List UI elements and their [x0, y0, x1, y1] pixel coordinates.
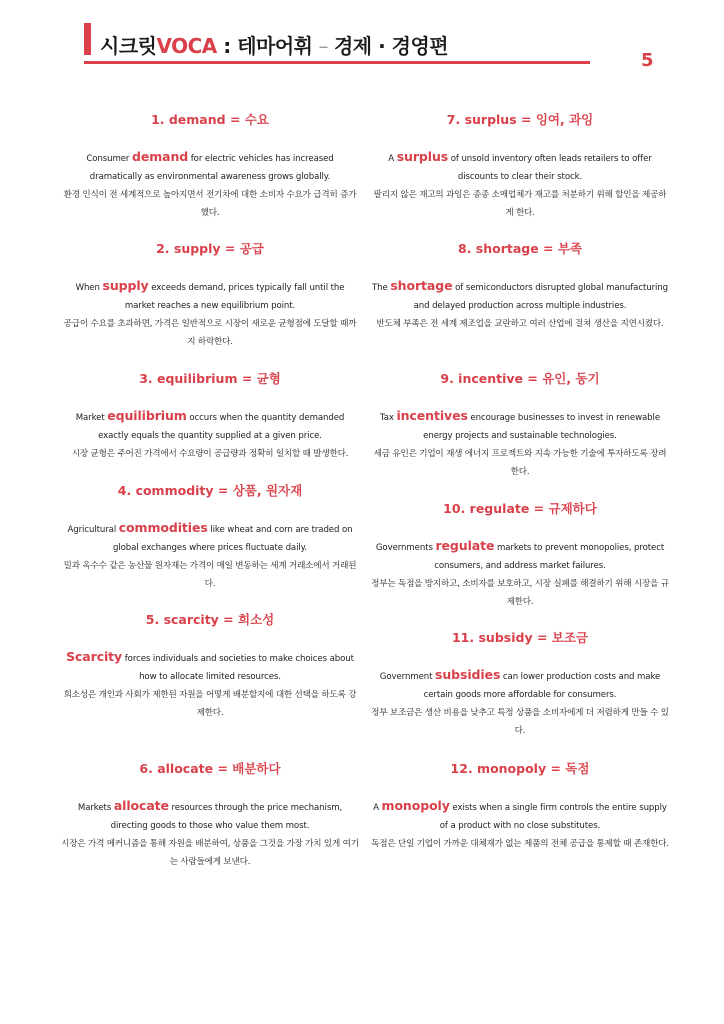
- en-after: exists when a single firm controls the entire supply of a product with no close substitutes.: [439, 803, 667, 831]
- entry-title: 3. equilibrium = 균형: [139, 371, 281, 386]
- entry-english: [60, 148, 360, 186]
- en-before: Markets: [77, 803, 114, 813]
- en-after: exceeds demand, prices typically fall until the market reaches a new equilibrium point.: [124, 283, 345, 311]
- entry-korean: 공급이 수요를 초과하면, 가격은 일반적으로 시장이 새로운 균형점에 도달할 때까지 하락한다.: [63, 319, 357, 347]
- entry-korean: 독점은 단일 기업이 가까운 대체재가 없는 제품의 전체 공급을 통제할 때 존재한다.: [371, 839, 669, 849]
- vocab-entry-1: [60, 110, 360, 222]
- en-before: Agricultural: [67, 525, 119, 535]
- entry-english: [60, 519, 360, 557]
- entry-keyword: Scarcity: [66, 649, 123, 664]
- vocab-entry-6: [60, 759, 360, 871]
- entry-title: 7. surplus = 잉여, 과잉: [446, 112, 594, 127]
- entry-keyword: surplus: [396, 149, 449, 164]
- en-after: markets to prevent monopolies, protect consumers, and address market failures.: [434, 543, 665, 571]
- en-before: Market: [75, 413, 108, 423]
- en-before: Government: [379, 672, 436, 682]
- entry-korean: 밀과 옥수수 같은 농산물 원자재는 가격이 매일 변동하는 세계 거래소에서 거래된다.: [63, 561, 357, 589]
- entry-english: [60, 797, 360, 835]
- entry-title: 11. subsidy = 보조금: [451, 630, 588, 645]
- entry-english: [370, 797, 670, 835]
- en-after: encourage businesses to invest in renewable energy projects and sustainable technologies.: [423, 413, 661, 441]
- en-after: forces individuals and societies to make choices about how to allocate limited resources.: [122, 654, 354, 682]
- vocab-entry-11: [370, 628, 670, 740]
- entry-keyword: regulate: [435, 538, 495, 553]
- entry-keyword: commodities: [118, 520, 208, 535]
- entry-korean: 시장 균형은 주어진 가격에서 수요량이 공급량과 정확히 일치할 때 발생한다.: [71, 449, 349, 459]
- en-before: The: [372, 283, 391, 293]
- entry-title: 2. supply = 공급: [156, 241, 264, 256]
- title-theme: 테마어휘: [237, 34, 313, 58]
- entry-english: [370, 407, 670, 445]
- entry-title: 6. allocate = 배분하다: [139, 761, 281, 776]
- en-after: of unsold inventory often leads retailers to offer discounts to clear their stock.: [448, 154, 652, 182]
- entry-english: [370, 537, 670, 575]
- en-after: like wheat and corn are traded on global exchanges where prices fluctuate daily.: [112, 525, 353, 553]
- entry-korean: 정부 보조금은 생산 비용을 낮추고 특정 상품을 소비자에게 더 저렴하게 만들 수 있다.: [371, 708, 669, 736]
- page-title: [100, 30, 448, 59]
- header-underline: [84, 61, 590, 64]
- entry-title: 9. incentive = 유인, 동기: [440, 371, 600, 386]
- entry-korean: 팔리지 않은 재고의 과잉은 종종 소매업체가 재고를 처분하기 위해 할인을 제공하게 한다.: [373, 190, 667, 218]
- title-dash: –: [318, 34, 328, 58]
- entry-english: [370, 666, 670, 704]
- page-number: 5: [641, 50, 654, 71]
- entry-korean: 세금 유인은 기업이 재생 에너지 프로젝트와 지속 가능한 기술에 투자하도록 장려한다.: [373, 449, 667, 477]
- entry-english: [60, 648, 360, 686]
- entry-title: 10. regulate = 규제하다: [443, 501, 597, 516]
- entry-korean: 시장은 가격 메커니즘을 통해 자원을 배분하여, 상품을 그것을 가장 가치 있게 여기는 사람들에게 보낸다.: [61, 839, 359, 867]
- vocab-entry-8: [370, 239, 670, 333]
- vocab-entry-4: [60, 481, 360, 593]
- header-accent-bar: [84, 23, 91, 55]
- entry-english: [60, 277, 360, 315]
- vocab-entry-10: [370, 499, 670, 611]
- entry-keyword: incentives: [396, 408, 468, 423]
- entry-korean: 환경 인식이 전 세계적으로 높아지면서 전기차에 대한 소비자 수요가 급격히 증가했다.: [63, 190, 357, 218]
- en-before: Tax: [379, 413, 397, 423]
- en-after: resources through the price mechanism, directing goods to those who value them most.: [110, 803, 343, 831]
- entry-keyword: monopoly: [381, 798, 450, 813]
- entry-english: [370, 277, 670, 315]
- entry-title: 4. commodity = 상품, 원자재: [117, 483, 303, 498]
- vocab-entry-9: [370, 369, 670, 481]
- entry-keyword: allocate: [113, 798, 169, 813]
- entry-keyword: equilibrium: [107, 408, 187, 423]
- en-after: occurs when the quantity demanded exactly equals the quantity supplied at a given price.: [98, 413, 345, 441]
- en-before: A: [388, 154, 397, 164]
- entry-english: [60, 407, 360, 445]
- en-before: A: [373, 803, 382, 813]
- entry-korean: 희소성은 개인과 사회가 제한된 자원을 어떻게 배분할지에 대한 선택을 하도록 강제한다.: [63, 690, 357, 718]
- entry-english: [370, 148, 670, 186]
- en-after: for electric vehicles has increased dramatically as environmental awareness grows globally.: [89, 154, 334, 182]
- title-brand: VOCA: [156, 34, 217, 58]
- title-suffix: 경제 · 경영편: [333, 34, 449, 58]
- en-after: can lower production costs and make certain goods more affordable for consumers.: [423, 672, 661, 700]
- vocab-entry-2: [60, 239, 360, 351]
- en-before: Governments: [375, 543, 436, 553]
- entry-keyword: subsidies: [435, 667, 501, 682]
- en-before: Consumer: [86, 154, 132, 164]
- en-after: of semiconductors disrupted global manufacturing and delayed production across multiple industries.: [413, 283, 668, 311]
- entry-keyword: shortage: [390, 278, 453, 293]
- vocab-entry-7: [370, 110, 670, 222]
- vocab-entry-12: [370, 759, 670, 853]
- entry-title: 1. demand = 수요: [151, 112, 269, 127]
- entry-title: 12. monopoly = 독점: [450, 761, 590, 776]
- entry-title: 5. scarcity = 희소성: [145, 612, 275, 627]
- vocab-entry-3: [60, 369, 360, 463]
- entry-keyword: supply: [102, 278, 149, 293]
- entry-korean: 반도체 부족은 전 세계 제조업을 교란하고 여러 산업에 걸쳐 생산을 지연시켰다.: [376, 319, 664, 329]
- title-prefix: 시크릿: [100, 34, 157, 58]
- vocab-entry-5: [60, 610, 360, 722]
- entry-korean: 정부는 독점을 방지하고, 소비자를 보호하고, 시장 실패를 해결하기 위해 시장을 규제한다.: [371, 579, 669, 607]
- en-before: When: [75, 283, 103, 293]
- entry-title: 8. shortage = 부족: [457, 241, 583, 256]
- entry-keyword: demand: [131, 149, 189, 164]
- title-colon: :: [216, 34, 238, 58]
